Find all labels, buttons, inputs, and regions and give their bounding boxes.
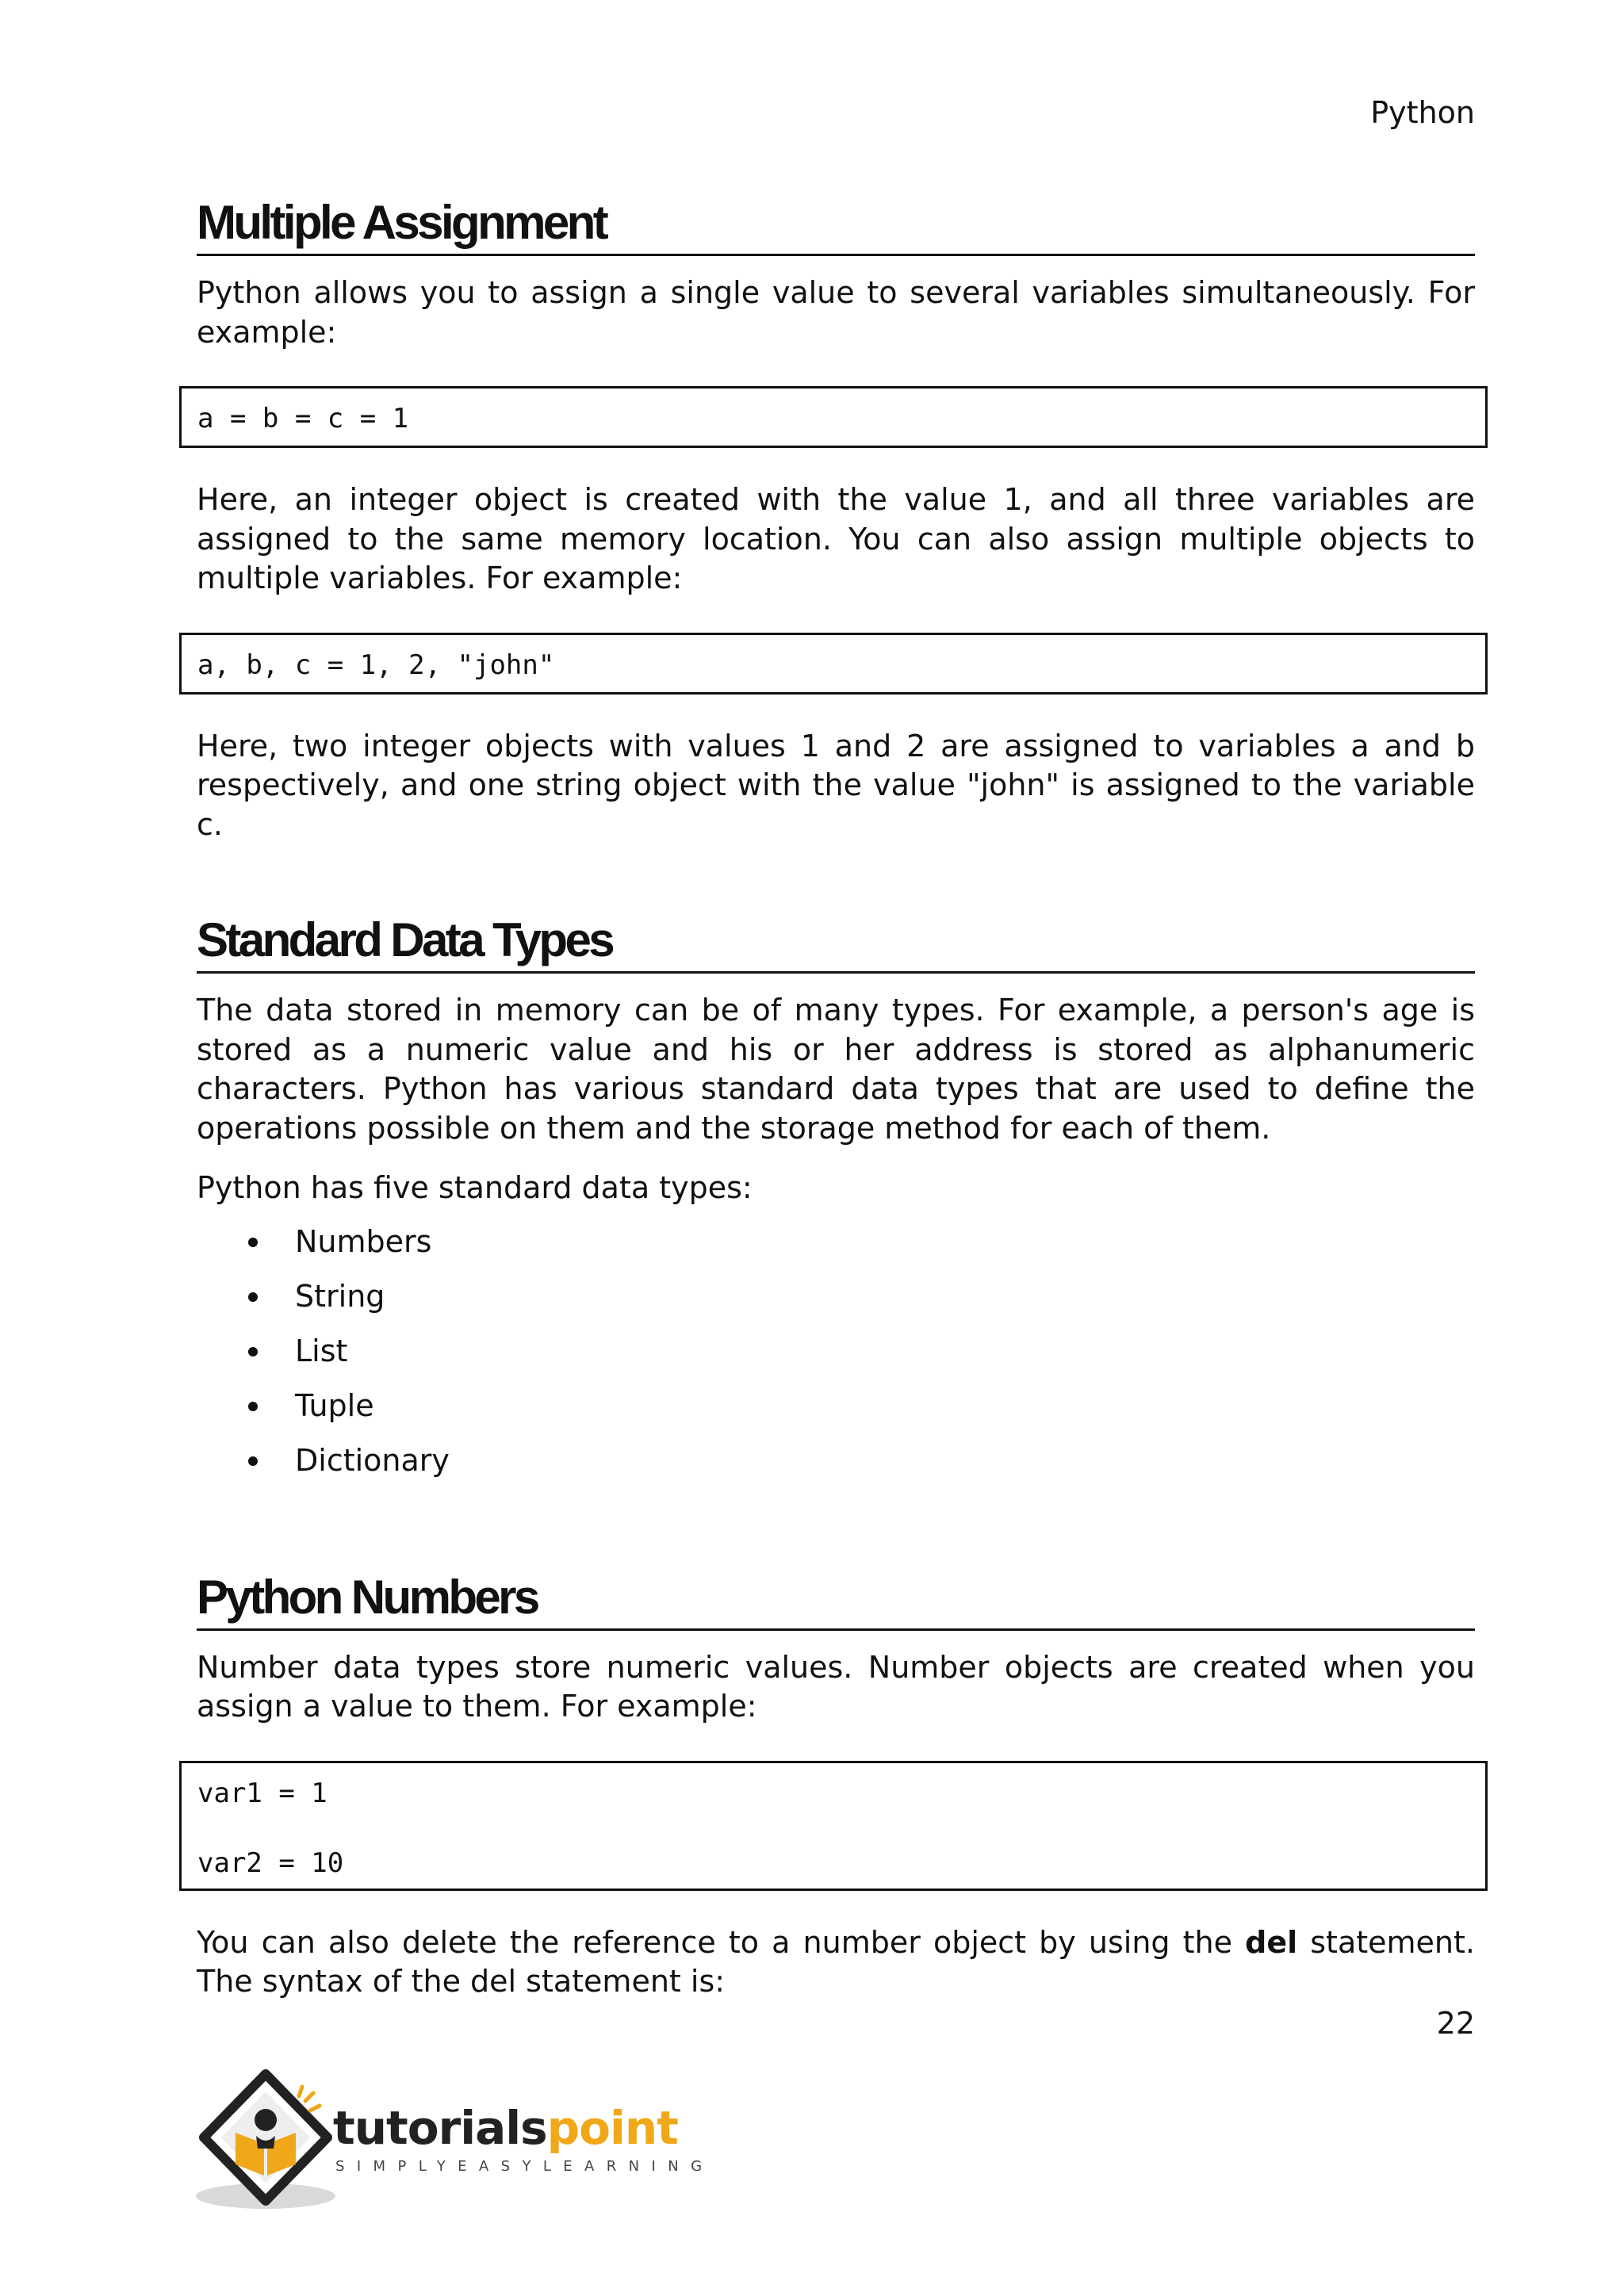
- code-line: var1 = 1: [197, 1777, 327, 1809]
- code-line: a, b, c = 1, 2, "john": [197, 649, 555, 681]
- bullet-icon: [248, 1292, 258, 1302]
- keyword-del: del: [1245, 1924, 1298, 1960]
- code-block: [179, 386, 1488, 448]
- data-types-list: [197, 1215, 1475, 1488]
- paragraph: Python allows you to assign a single value to several variables simultaneously. For example:: [197, 275, 1475, 350]
- paragraph: Python has five standard data types:: [197, 1170, 753, 1205]
- logo-tagline: SIMPLYEASYLEARNING: [335, 2158, 714, 2175]
- paragraph: Here, an integer object is created with the value 1, and all three variables are assigned to the same memory location. You can also assign multiple objects to multiple variables. For example:: [197, 482, 1475, 595]
- code-line: var2 = 10: [197, 1846, 344, 1879]
- bullet-icon: [248, 1456, 258, 1466]
- list-item: Numbers: [197, 1215, 1475, 1269]
- code-line: a = b = c = 1: [197, 403, 409, 434]
- paragraph: The data stored in memory can be of many types. For example, a person's age is stored as a numeric value and his or her address is stored as alphanumeric characters. Python has various standard data types that are used to define the operations possible on them and the storage method for each of them.: [197, 993, 1475, 1146]
- running-header: Python: [1370, 95, 1475, 130]
- logo-emblem-icon: [194, 2069, 337, 2212]
- paragraph: You can also delete the reference to a number object by using the del statement. The syntax of the del statement is:: [197, 1924, 1475, 1999]
- code-block: [179, 633, 1488, 695]
- page-content: [197, 0, 1475, 2002]
- bullet-icon: [248, 1402, 258, 1411]
- logo-wordmark: tutorialspoint: [333, 2101, 678, 2155]
- section-title-multiple-assignment: Multiple Assignment: [197, 197, 1475, 256]
- tutorialspoint-logo: [194, 2069, 714, 2215]
- page-number: 22: [1436, 2006, 1475, 2041]
- code-block: [179, 1761, 1488, 1891]
- section-title-python-numbers: Python Numbers: [197, 1571, 1475, 1631]
- list-item: Tuple: [197, 1379, 1475, 1433]
- bullet-icon: [248, 1238, 258, 1247]
- section-title-standard-data-types: Standard Data Types: [197, 914, 1475, 974]
- list-item: List: [197, 1324, 1475, 1379]
- list-item: String: [197, 1269, 1475, 1324]
- code-line: [197, 1811, 1469, 1846]
- bullet-icon: [248, 1347, 258, 1357]
- paragraph: Number data types store numeric values. Number objects are created when you assign a value to them. For example:: [197, 1649, 1475, 1724]
- list-item: Dictionary: [197, 1433, 1475, 1488]
- paragraph: Here, two integer objects with values 1 and 2 are assigned to variables a and b respectively, and one string object with the value "john" is assigned to the variable c.: [197, 728, 1475, 842]
